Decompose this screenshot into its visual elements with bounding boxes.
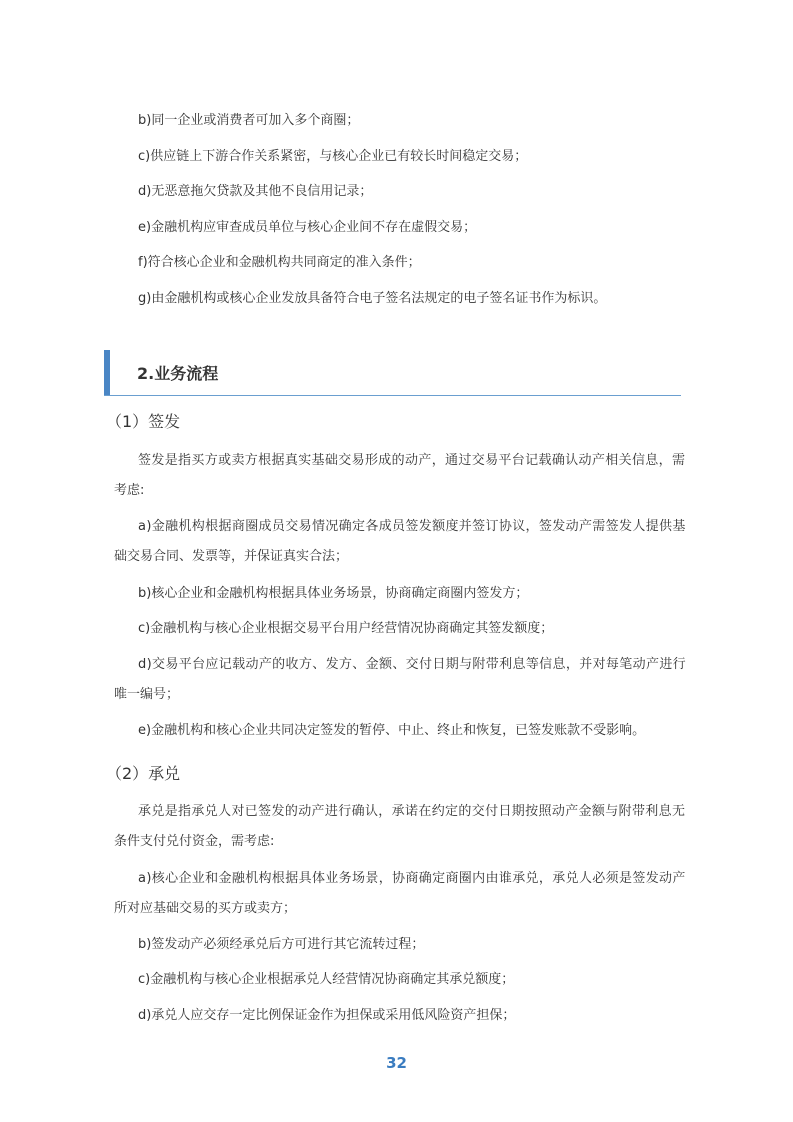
accept-intro-line2: 条件支付兑付资金，需考虑: — [114, 834, 275, 849]
issue-intro-line1: 签发是指买方或卖方根据真实基础交易形成的动产，通过交易平台记载确认动产相关信息，需 — [138, 453, 686, 468]
accept-intro-line1: 承兑是指承兑人对已签发的动产进行确认，承诺在约定的交付日期按照动产金额与附带利息无 — [138, 804, 686, 819]
issue-item-d-line2: 唯一编号； — [114, 687, 180, 702]
section-title: 2.业务流程 — [137, 364, 219, 383]
subheading-accept: （2）承兑 — [106, 764, 181, 783]
issue-item-e: e)金融机构和核心企业共同决定签发的暂停、中止、终止和恢复，已签发账款不受影响。 — [138, 723, 646, 738]
accept-item-c: c)金融机构与核心企业根据承兑人经营情况协商确定其承兑额度； — [138, 972, 515, 987]
list-item-f: f)符合核心企业和金融机构共同商定的准入条件； — [138, 255, 421, 270]
issue-item-d-line1: d)交易平台应记载动产的收方、发方、金额、交付日期与附带利息等信息，并对每笔动产进行 — [138, 657, 687, 672]
list-item-g: g)由金融机构或核心企业发放具备符合电子签名法规定的电子签名证书作为标识。 — [138, 291, 607, 306]
issue-intro-line2: 考虑: — [114, 483, 145, 498]
issue-item-a-line2: 础交易合同、发票等，并保证真实合法； — [114, 549, 349, 564]
issue-item-b: b)核心企业和金融机构根据具体业务场景，协商确定商圈内签发方； — [138, 586, 529, 601]
accept-item-a-line2: 所对应基础交易的买方或卖方； — [114, 901, 297, 916]
list-item-b: b)同一企业或消费者可加入多个商圈； — [138, 113, 360, 128]
accept-item-d: d)承兑人应交存一定比例保证金作为担保或采用低风险资产担保； — [138, 1008, 516, 1023]
subheading-issue: （1）签发 — [106, 412, 181, 431]
list-item-e: e)金融机构应审查成员单位与核心企业间不存在虚假交易； — [138, 220, 477, 235]
section-accent-bar — [104, 350, 110, 396]
list-item-c: c)供应链上下游合作关系紧密，与核心企业已有较长时间稳定交易； — [138, 149, 528, 164]
accept-item-b: b)签发动产必须经承兑后方可进行其它流转过程； — [138, 937, 425, 952]
page-number: 32 — [386, 1054, 407, 1072]
accept-item-a-line1: a)核心企业和金融机构根据具体业务场景，协商确定商圈内由谁承兑，承兑人必须是签发动产 — [138, 871, 686, 886]
list-item-d: d)无恶意拖欠贷款及其他不良信用记录； — [138, 184, 373, 199]
issue-item-c: c)金融机构与核心企业根据交易平台用户经营情况协商确定其签发额度； — [138, 621, 554, 636]
section-divider — [104, 395, 681, 396]
issue-item-a-line1: a)金融机构根据商圈成员交易情况确定各成员签发额度并签订协议，签发动产需签发人提供基 — [138, 519, 686, 534]
